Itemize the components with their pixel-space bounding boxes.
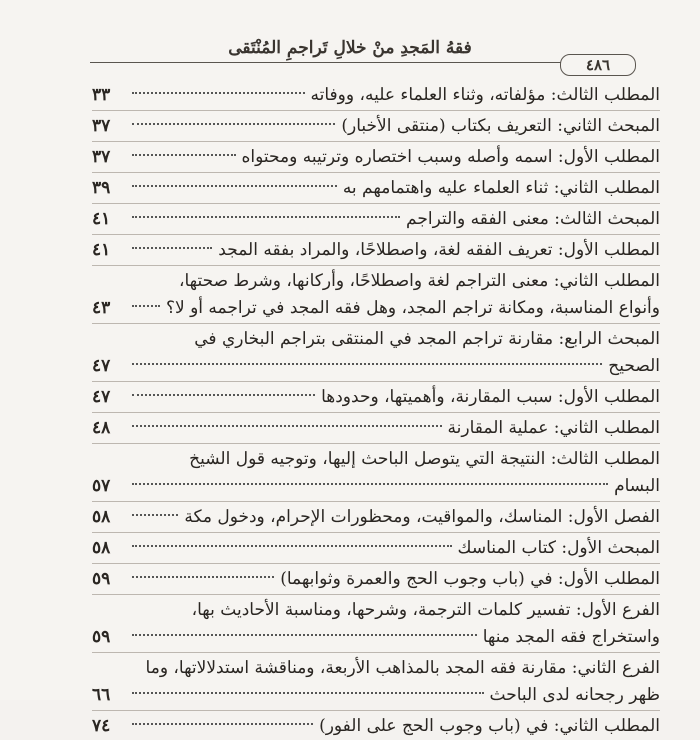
toc-entry bbox=[92, 415, 660, 442]
toc-entry-text: المطلب الأول: اسمه وأصله وسبب اختصاره وترتيبه ومحتواه bbox=[241, 147, 660, 167]
toc-entry-last-line bbox=[92, 624, 660, 651]
toc-entry bbox=[92, 446, 660, 500]
toc-entry-page-number: ٤٧ bbox=[92, 356, 111, 376]
dot-leader bbox=[132, 394, 315, 396]
toc-entry-text: البسام bbox=[614, 476, 660, 496]
toc-entry-last-line bbox=[92, 82, 660, 109]
toc-entry bbox=[92, 713, 660, 740]
toc-entry-page-number: ٥٩ bbox=[92, 627, 111, 647]
toc-entry-last-line bbox=[92, 415, 660, 442]
dot-leader bbox=[132, 123, 335, 125]
entry-separator bbox=[92, 172, 660, 173]
toc-entry bbox=[92, 206, 660, 233]
entry-separator bbox=[92, 110, 660, 111]
toc-entry-text: المطلب الأول: في (باب وجوب الحج والعمرة وثوابهما) bbox=[280, 569, 660, 589]
entry-separator bbox=[92, 710, 660, 711]
toc-entry-text: المطلب الثالث: مؤلفاته، وثناء العلماء عليه، ووفاته bbox=[310, 85, 660, 105]
toc-entry bbox=[92, 175, 660, 202]
entry-separator bbox=[92, 141, 660, 142]
toc-entry-text-line: الفرع الثاني: مقارنة فقه المجد بالمذاهب الأربعة، ومناقشة استدلالاتها، وما bbox=[145, 658, 660, 678]
toc-entry-last-line bbox=[92, 237, 660, 264]
toc-entry-page-number: ٦٦ bbox=[92, 685, 111, 705]
toc-entry-last-line bbox=[92, 535, 660, 562]
dot-leader bbox=[132, 545, 452, 547]
toc-entry-last-line bbox=[92, 682, 660, 709]
toc-entry-last-line bbox=[92, 504, 660, 531]
entry-separator bbox=[92, 443, 660, 444]
toc-entry-last-line bbox=[92, 113, 660, 140]
toc-entry-text: المطلب الثاني: عملية المقارنة bbox=[447, 418, 660, 438]
toc-entry-page-number: ٣٧ bbox=[92, 147, 111, 167]
entry-separator bbox=[92, 265, 660, 266]
toc-entry-text: المطلب الثاني: في (باب وجوب الحج على الفور) bbox=[319, 716, 660, 736]
toc-entry-last-line bbox=[92, 144, 660, 171]
toc-entry-text: المطلب الأول: تعريف الفقه لغة، واصطلاحًا، والمراد بفقه المجد bbox=[218, 240, 660, 260]
entry-separator bbox=[92, 323, 660, 324]
toc-entry bbox=[92, 535, 660, 562]
toc-entry-page-number: ٤١ bbox=[92, 240, 111, 260]
toc-entry-text-line: المبحث الرابع: مقارنة تراجم المجد في المنتقى بتراجم البخاري في bbox=[194, 329, 660, 349]
toc-entry-text-line: المطلب الثالث: النتيجة التي يتوصل الباحث إليها، وتوجيه قول الشيخ bbox=[189, 449, 660, 469]
toc-entry bbox=[92, 384, 660, 411]
dot-leader bbox=[132, 216, 400, 218]
toc-entry bbox=[92, 326, 660, 380]
entry-separator bbox=[92, 594, 660, 595]
toc-entry bbox=[92, 504, 660, 531]
toc-entry-text: الصحيح bbox=[608, 356, 660, 376]
toc-entry-last-line bbox=[92, 175, 660, 202]
toc-entry-text: واستخراج فقه المجد منها bbox=[482, 627, 660, 647]
toc-entry-last-line bbox=[92, 295, 660, 322]
toc-entry-text: المبحث الأول: كتاب المناسك bbox=[457, 538, 660, 558]
toc-entry-page-number: ٣٩ bbox=[92, 178, 111, 198]
toc-entry-text: وأنواع المناسبة، ومكانة تراجم المجد، وهل فقه المجد في تراجمه أو لا؟ bbox=[165, 298, 660, 318]
dot-leader bbox=[132, 154, 236, 156]
toc-entry-page-number: ٥٨ bbox=[92, 507, 111, 527]
entry-separator bbox=[92, 234, 660, 235]
dot-leader bbox=[132, 483, 608, 485]
table-of-contents bbox=[92, 82, 660, 740]
toc-entry-text: المطلب الثاني: ثناء العلماء عليه واهتمامهم به bbox=[342, 178, 660, 198]
dot-leader bbox=[132, 723, 313, 725]
dot-leader bbox=[132, 185, 337, 187]
dot-leader bbox=[132, 425, 442, 427]
toc-entry bbox=[92, 113, 660, 140]
dot-leader bbox=[132, 305, 160, 307]
dot-leader bbox=[132, 576, 274, 578]
toc-entry-page-number: ٤٣ bbox=[92, 298, 111, 318]
dot-leader bbox=[132, 92, 305, 94]
toc-entry-last-line bbox=[92, 473, 660, 500]
entry-separator bbox=[92, 563, 660, 564]
page-number-badge: ٤٨٦ bbox=[560, 54, 636, 76]
toc-entry-last-line bbox=[92, 384, 660, 411]
dot-leader bbox=[132, 634, 477, 636]
toc-entry-page-number: ٤٧ bbox=[92, 387, 111, 407]
toc-entry-page-number: ٣٧ bbox=[92, 116, 111, 136]
dot-leader bbox=[132, 514, 178, 516]
toc-entry-last-line bbox=[92, 206, 660, 233]
toc-entry-page-number: ٥٧ bbox=[92, 476, 111, 496]
entry-separator bbox=[92, 501, 660, 502]
toc-entry-text: الفصل الأول: المناسك، والمواقيت، ومحظورات الإحرام، ودخول مكة bbox=[184, 507, 660, 527]
entry-separator bbox=[92, 203, 660, 204]
toc-entry-text: المطلب الأول: سبب المقارنة، وأهميتها، وحدودها bbox=[321, 387, 660, 407]
entry-separator bbox=[92, 412, 660, 413]
toc-entry bbox=[92, 655, 660, 709]
toc-entry-page-number: ٥٨ bbox=[92, 538, 111, 558]
toc-entry-text: المبحث الثالث: معنى الفقه والتراجم bbox=[406, 209, 660, 229]
entry-separator bbox=[92, 381, 660, 382]
toc-entry-page-number: ٧٤ bbox=[92, 716, 111, 736]
toc-entry-page-number: ٣٣ bbox=[92, 85, 111, 105]
toc-entry-last-line bbox=[92, 713, 660, 740]
toc-entry-last-line bbox=[92, 353, 660, 380]
toc-entry-text: المبحث الثاني: التعريف بكتاب (منتقى الأخبار) bbox=[341, 116, 660, 136]
dot-leader bbox=[132, 247, 212, 249]
running-header-title: فقهُ المَجدِ منْ خلالِ تَراجمِ المُنْتَقى bbox=[228, 38, 472, 58]
toc-entry-page-number: ٥٩ bbox=[92, 569, 111, 589]
toc-entry-page-number: ٤٨ bbox=[92, 418, 111, 438]
header-rule bbox=[90, 62, 570, 63]
toc-entry-text-line: المطلب الثاني: معنى التراجم لغة واصطلاحًا، وأركانها، وشرط صحتها، bbox=[178, 271, 660, 291]
toc-entry bbox=[92, 82, 660, 109]
toc-entry-text-line: الفرع الأول: تفسير كلمات الترجمة، وشرحها، ومناسبة الأحاديث بها، bbox=[191, 600, 660, 620]
toc-entry bbox=[92, 237, 660, 264]
dot-leader bbox=[132, 692, 484, 694]
toc-entry-text: ظهر رجحانه لدى الباحث bbox=[489, 685, 660, 705]
toc-entry bbox=[92, 144, 660, 171]
toc-entry-page-number: ٤١ bbox=[92, 209, 111, 229]
toc-entry bbox=[92, 566, 660, 593]
entry-separator bbox=[92, 652, 660, 653]
toc-entry-last-line bbox=[92, 566, 660, 593]
toc-entry bbox=[92, 268, 660, 322]
toc-entry bbox=[92, 597, 660, 651]
entry-separator bbox=[92, 532, 660, 533]
dot-leader bbox=[132, 363, 602, 365]
